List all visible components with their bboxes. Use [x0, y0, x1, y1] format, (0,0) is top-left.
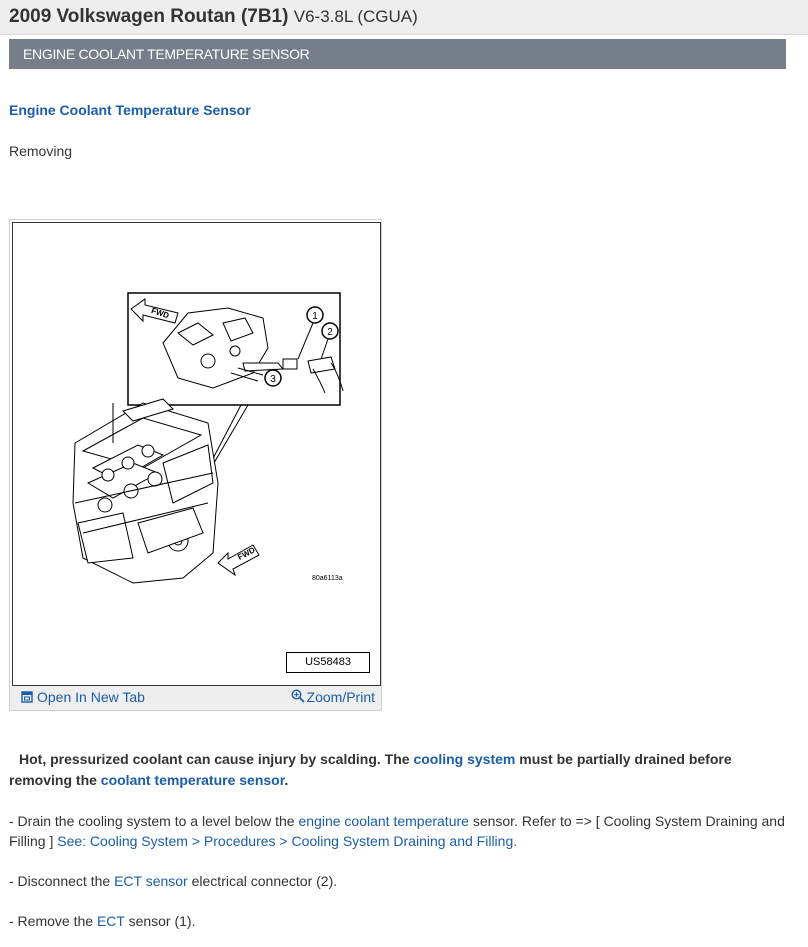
figure-ref-code: US58483: [286, 652, 370, 673]
open-new-tab-icon: [21, 691, 33, 703]
step-1-middle: sensor. Refer to => [ Cooling System Draining and Filling ]: [9, 813, 785, 849]
step-1-prefix: - Drain the cooling system to a level below the: [9, 813, 299, 829]
subheading-removing: Removing: [9, 143, 73, 159]
warning-part-2: must be partially drained before removing the: [9, 751, 732, 788]
open-in-new-tab-label: Open In New Tab: [37, 689, 145, 705]
step-2-prefix: - Disconnect the: [9, 873, 115, 889]
step-remove: [9, 911, 794, 931]
warning-part-1: Hot, pressurized coolant can cause injury by scalding. The: [19, 751, 414, 767]
step-2-suffix: electrical connector (2).: [187, 873, 338, 889]
image-code: 80a6113a: [312, 575, 343, 582]
open-in-new-tab-link[interactable]: [21, 689, 145, 705]
section-title: ENGINE COOLANT TEMPERATURE SENSOR: [23, 46, 310, 62]
zoom-icon: [291, 689, 305, 703]
fwd-label-top: FWD: [150, 306, 171, 321]
step-disconnect: [9, 871, 794, 891]
fwd-label-bottom: FWD: [236, 545, 257, 562]
svg-text:3: 3: [270, 374, 276, 385]
vehicle-name: 2009 Volkswagen Routan (7B1): [9, 6, 289, 27]
step-3-prefix: - Remove the: [9, 913, 97, 929]
warning-part-3: .: [284, 772, 289, 788]
section-title-bar: [9, 39, 786, 69]
cooling-system-link[interactable]: cooling system: [413, 751, 516, 767]
svg-text:1: 1: [312, 311, 318, 322]
zoom-print-link[interactable]: [291, 689, 375, 705]
fwd-arrow-bottom: [218, 545, 259, 575]
figure-image[interactable]: [12, 222, 381, 686]
warning-text: [9, 749, 794, 791]
figure-container: [9, 219, 382, 711]
heading-link[interactable]: Engine Coolant Temperature Sensor: [9, 102, 251, 118]
ect-link[interactable]: ECT: [96, 913, 125, 929]
engine-block: [73, 399, 218, 583]
step-drain: [9, 811, 794, 851]
step-3-suffix: sensor (1).: [124, 913, 196, 929]
engine-coolant-temperature-link[interactable]: engine coolant temperature: [298, 813, 469, 829]
engine-diagram: [13, 223, 380, 685]
zoom-print-label: Zoom/Print: [306, 689, 375, 705]
coolant-temperature-sensor-link[interactable]: coolant temperature sensor: [100, 772, 285, 788]
engine-spec: V6-3.8L (CGUA): [293, 7, 418, 26]
top-bar: [0, 0, 808, 35]
cooling-system-draining-link[interactable]: See: Cooling System > Procedures > Cooling System Draining and Filling.: [57, 833, 518, 849]
vehicle-title: [9, 6, 418, 28]
svg-text:2: 2: [327, 327, 333, 338]
ect-sensor-link[interactable]: ECT sensor: [114, 873, 188, 889]
figure-footer: [10, 686, 381, 710]
